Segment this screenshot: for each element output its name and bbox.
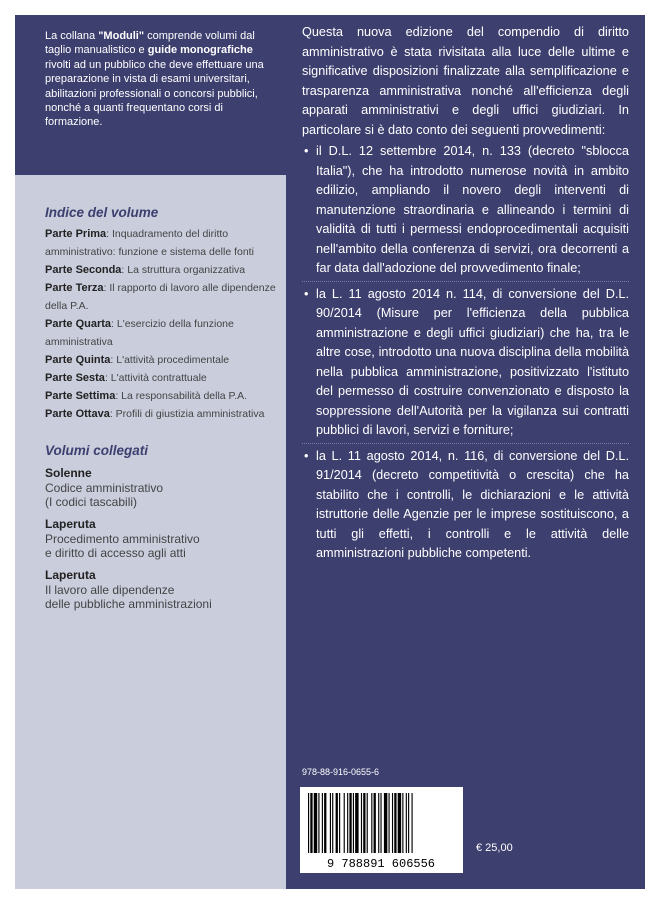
index-item (45, 279, 276, 315)
volume-title-line: (I codici tascabili) (45, 495, 138, 509)
barcode-graphic (300, 787, 463, 873)
volume-title-line: Il lavoro alle dipendenze (45, 583, 175, 597)
series-guide-text: guide monografiche (147, 44, 253, 57)
intro-paragraph: Questa nuova edizione del compendio di diritto amministrativo è stata rivisitata alla luce delle ultime e significative disposizioni finalizzate alla semplificazione e trasparenza amministrativa nonché all'efficienza degli apparati amministrativi e degli uffici giudiziari. In particolare si è dato conto dei seguenti provvedimenti: (302, 25, 629, 137)
barcode-bar (322, 793, 323, 853)
volume-title-line: e diritto di accesso agli atti (45, 546, 186, 560)
index-item (45, 405, 276, 423)
barcode-bar (310, 793, 312, 853)
price-label: € 25,00 (476, 842, 513, 854)
barcode-bar (363, 793, 365, 853)
provision-item: • il D.L. 12 settembre 2014, n. 133 (decreto "sblocca Italia"), che ha introdotto numerose novità in ambito edilizio, ampliando il novero degli interventi di manutenzione straordinaria e allineando i termini di validità di tutti i permessi endoprocedimentali acquisiti nell'ambito della conferenza di servizi, ora decorrenti a far data dall'adozione del provvedimento finale; (302, 142, 629, 282)
related-volumes-heading: Volumi collegati (45, 443, 149, 458)
barcode-bar (367, 793, 368, 853)
related-volume (45, 517, 276, 560)
series-text-2: comprende volumi dal taglio manualistico e (45, 30, 255, 57)
barcode-bar (344, 793, 345, 853)
related-volume (45, 466, 276, 509)
barcode-bar (371, 793, 372, 853)
barcode-bar (394, 793, 396, 853)
index-item-text: : La responsabilità della P.A. (115, 390, 248, 402)
series-text-1: La collana (45, 30, 99, 42)
volume-author: Laperuta (45, 568, 96, 582)
volume-author: Solenne (45, 466, 92, 480)
barcode-bar (406, 793, 407, 853)
barcode-bar (339, 793, 340, 853)
index-item-text: : L'esercizio della funzione amministrativa (45, 318, 234, 348)
barcode-bar (347, 793, 348, 853)
barcode-bar (384, 793, 387, 853)
barcode-bar (402, 793, 403, 853)
index-item-label: Parte Seconda (45, 264, 122, 276)
barcode-digits: 9 788891 606556 (326, 857, 436, 871)
provision-item: • la L. 11 agosto 2014, n. 116, di conversione del D.L. 91/2014 (decreto competitività o crescita) che ha stabilito che i controlli, le dichiarazioni e le attività istruttorie delle Agenzie per le imprese sostituiscono, a tutti gli effetti, i controlli e le attività delle amministrazioni pubbliche competenti. (302, 447, 629, 566)
related-volume (45, 568, 276, 611)
barcode-bar (408, 793, 409, 853)
barcode-bar (330, 793, 331, 853)
barcode-bar (355, 793, 358, 853)
series-description-panel (15, 15, 286, 175)
index-item (45, 225, 276, 261)
index-item-label: Parte Settima (45, 390, 116, 402)
barcode-bar (318, 793, 319, 853)
index-item (45, 387, 276, 405)
provision-item: • la L. 11 agosto 2014 n. 114, di conversione del D.L. 90/2014 (Misure per l'efficienza della pubblica amministrazione e degli uffici giudiziari) che ha, tra le altre cose, introdotto una nuova disciplina della mobilità nella pubblica amministrazione, positivizzato l'istituto del permesso di costruire convenzionato e disposto la soppressione dell'Autorità per la vigilanza sui contratti pubblici di lavori, servizi e forniture; (302, 285, 629, 444)
barcode-bar (361, 793, 362, 853)
volume-title-line: Procedimento amministrativo (45, 532, 200, 546)
index-item-text: : L'attività procedimentale (110, 354, 230, 366)
index-heading: Indice del volume (45, 205, 159, 220)
index-item-label: Parte Sesta (45, 372, 105, 384)
index-item (45, 261, 276, 279)
index-item-label: Parte Terza (45, 282, 104, 294)
isbn-label: 978-88-916-0655-6 (302, 767, 380, 777)
index-item-label: Parte Ottava (45, 408, 110, 420)
barcode-bars (308, 793, 413, 853)
index-item-label: Parte Prima (45, 228, 107, 240)
provisions-list (302, 142, 629, 566)
volume-title-line: Codice amministrativo (45, 481, 164, 495)
index-item-label: Parte Quinta (45, 354, 111, 366)
barcode-bar (374, 793, 376, 853)
index-item (45, 315, 276, 351)
index-list (45, 225, 276, 423)
barcode-bar (392, 793, 393, 853)
index-item-text: : La struttura organizzativa (121, 264, 246, 276)
barcode-bar (336, 793, 338, 853)
barcode-bar (398, 793, 401, 853)
barcode-bar (349, 793, 351, 853)
index-item (45, 369, 276, 387)
barcode-bar (324, 793, 326, 853)
index-item (45, 351, 276, 369)
related-volumes-list (45, 466, 276, 611)
barcode-bar (380, 793, 381, 853)
description-panel (286, 15, 645, 889)
index-item-label: Parte Quarta (45, 318, 112, 330)
barcode-bar (332, 793, 333, 853)
barcode-bar (308, 793, 309, 853)
index-item-text: : Profili di giustizia amministrativa (109, 408, 265, 420)
volume-author: Laperuta (45, 517, 96, 531)
barcode-bar (412, 793, 413, 853)
volume-title-line: delle pubbliche amministrazioni (45, 597, 212, 611)
index-item-text: : Il rapporto di lavoro alle dipendenze della P.A. (45, 282, 276, 312)
barcode-bar (353, 793, 354, 853)
index-item-text: : Inquadramento del diritto amministrativo: funzione e sistema delle fonti (45, 228, 254, 258)
series-name: "Moduli" (98, 30, 145, 42)
index-item-text: : L'attività contrattuale (104, 372, 207, 384)
barcode-bar (378, 793, 379, 853)
barcode-bar (389, 793, 390, 853)
barcode-bar (314, 793, 317, 853)
barcode (300, 787, 463, 873)
series-text-3: rivolti ad un pubblico che deve effettuare una preparazione in vista di esami universitari, abilitazioni professionali o concorsi pubblici, nonché a quanti frequentano corsi di formazione. (45, 58, 264, 129)
index-panel (15, 175, 286, 889)
